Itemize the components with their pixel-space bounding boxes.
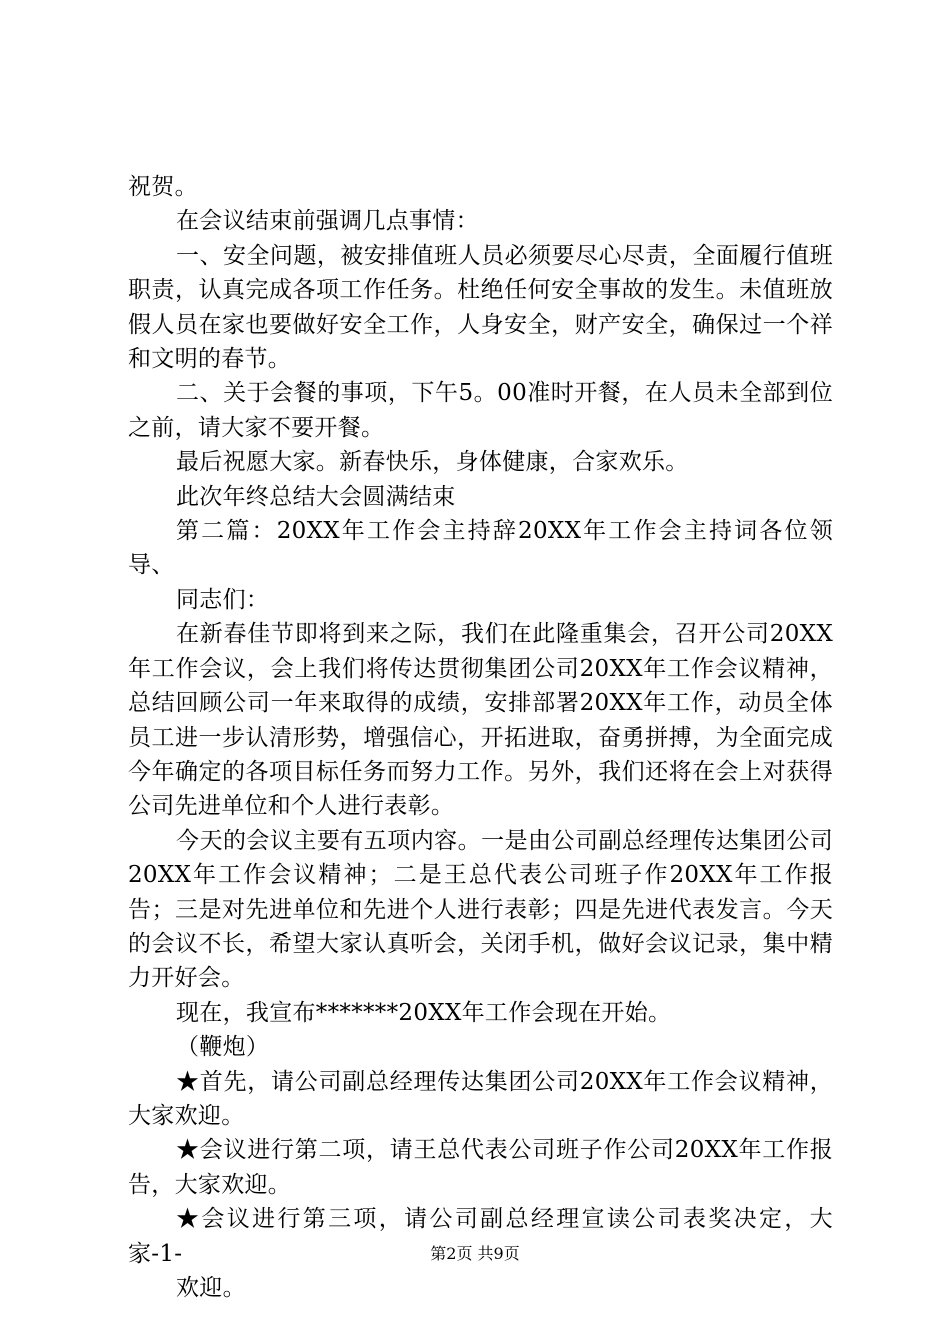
paragraph: 现在，我宣布*******20XX年工作会现在开始。 bbox=[176, 999, 672, 1026]
paragraph: （鞭炮） bbox=[176, 1034, 270, 1061]
paragraph: 今天的会议主要有五项内容。一是由公司副总经理传达集团公司20XX年工作会议精神；二是王总代表公司班子作20XX年工作报告；三是对先进单位和先进个人进行表彰；四是先进代表发言。今天的会议不长，希望大家认真听会，关闭手机，做好会议记录，集中精力开好会。 bbox=[128, 827, 833, 992]
paragraph-continuation: 祝贺。 bbox=[128, 174, 198, 200]
section-heading: 第二篇：20XX年工作会主持辞20XX年工作会主持词各位领导、 bbox=[128, 518, 833, 579]
page-number-footer: 第2页 共9页 bbox=[430, 1244, 520, 1263]
document-body bbox=[128, 170, 833, 1305]
paragraph: 一、安全问题，被安排值班人员必须要尽心尽责，全面履行值班职责，认真完成各项工作任务。杜绝任何安全事故的发生。未值班放假人员在家也要做好安全工作，人身安全，财产安全，确保过一个祥和文明的春节。 bbox=[128, 242, 833, 373]
paragraph: 在会议结束前强调几点事情： bbox=[176, 208, 479, 235]
paragraph: 欢迎。 bbox=[176, 1275, 246, 1301]
paragraph: 在新春佳节即将到来之际，我们在此隆重集会，召开公司20XX年工作会议，会上我们将传达贯彻集团公司20XX年工作会议精神，总结回顾公司一年来取得的成绩，安排部署20XX年工作，动员全体员工进一步认清形势，增强信心，开拓进取，奋勇拼搏，为全面完成今年确定的各项目标任务而努力工作。另外，我们还将在会上对获得公司先进单位和个人进行表彰。 bbox=[128, 621, 833, 820]
salutation: 同志们： bbox=[176, 586, 270, 613]
paragraph: 二、关于会餐的事项，下午5。00准时开餐，在人员未全部到位之前，请大家不要开餐。 bbox=[128, 380, 833, 441]
agenda-item: ★首先，请公司副总经理传达集团公司20XX年工作会议精神，大家欢迎。 bbox=[128, 1068, 833, 1129]
agenda-item: ★会议进行第三项，请公司副总经理宣读公司表奖决定，大家-1- bbox=[128, 1206, 833, 1267]
paragraph: 最后祝愿大家。新春快乐，身体健康，合家欢乐。 bbox=[176, 449, 689, 476]
agenda-item: ★会议进行第二项，请王总代表公司班子作公司20XX年工作报告，大家欢迎。 bbox=[128, 1137, 833, 1198]
paragraph: 此次年终总结大会圆满结束 bbox=[176, 483, 456, 510]
